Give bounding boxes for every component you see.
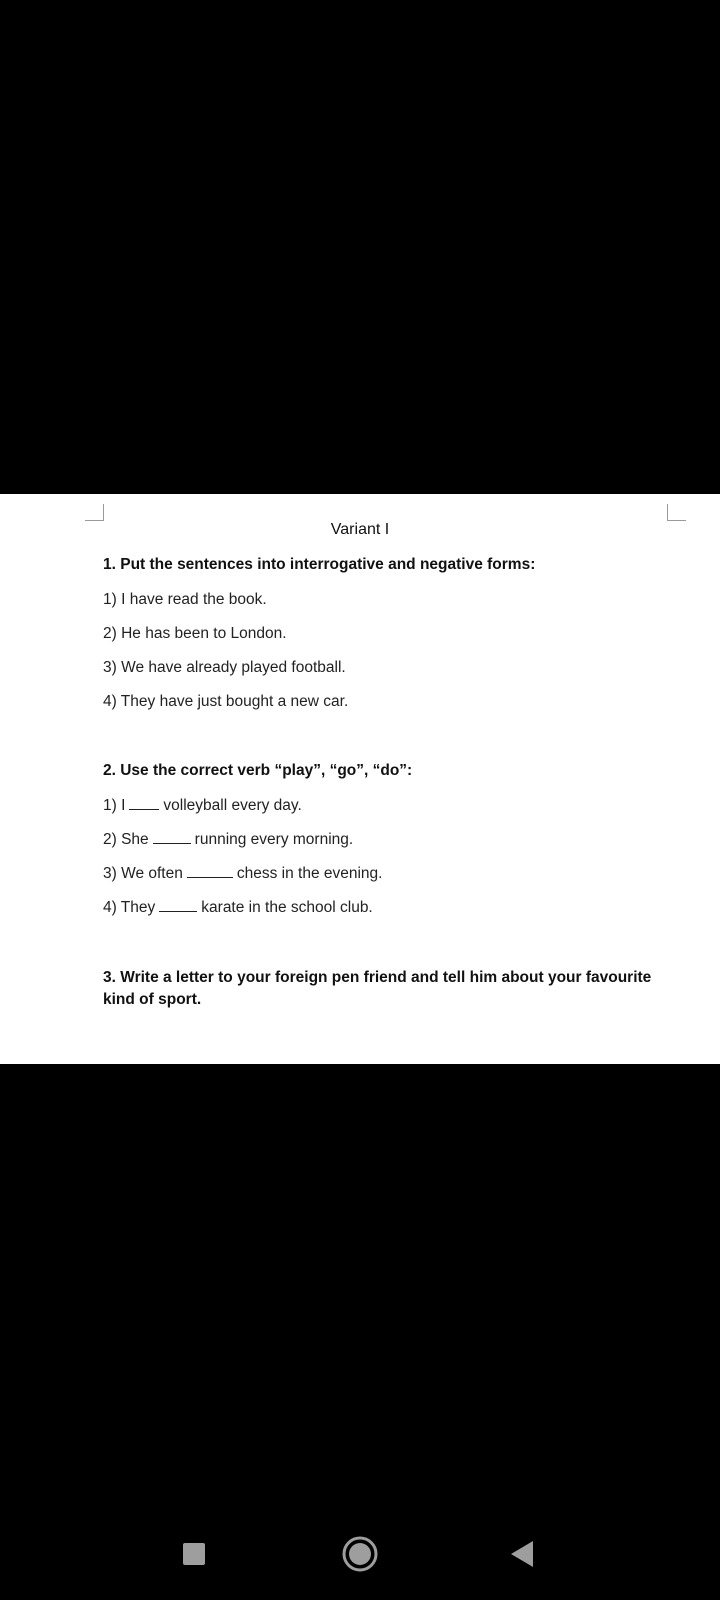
answer-blank [153, 843, 191, 844]
back-button[interactable] [498, 1530, 546, 1578]
page-corner-mark-left [85, 504, 104, 521]
page-corner-mark-right [667, 504, 686, 521]
task3-heading: 3. Write a letter to your foreign pen friend and tell him about your favourite kind of sport. [103, 969, 652, 1008]
task2-item-after: karate in the school club. [201, 899, 373, 916]
task2-item-before: 1) I [103, 797, 126, 814]
system-navigation-bar [0, 1520, 720, 1588]
task2-item [103, 865, 382, 883]
answer-blank [159, 911, 197, 912]
task1-heading: 1. Put the sentences into interrogative and negative forms: [103, 556, 536, 573]
recents-button[interactable] [170, 1530, 218, 1578]
task1-item: 2) He has been to London. [103, 625, 287, 642]
task2-heading: 2. Use the correct verb “play”, “go”, “do”: [103, 762, 413, 779]
task1-item: 4) They have just bought a new car. [103, 693, 349, 710]
task1-item: 1) I have read the book. [103, 591, 267, 608]
square-recents-icon [181, 1541, 207, 1567]
task2-item [103, 831, 353, 849]
task2-item-before: 3) We often [103, 865, 183, 882]
answer-blank [129, 809, 159, 810]
task2-item [103, 797, 302, 815]
task1-item: 3) We have already played football. [103, 659, 346, 676]
task2-item-before: 2) She [103, 831, 149, 848]
task2-item-after: volleyball every day. [163, 797, 302, 814]
home-button[interactable] [336, 1530, 384, 1578]
triangle-back-icon [508, 1539, 536, 1569]
task2-item-after: running every morning. [194, 831, 354, 848]
task2-item-after: chess in the evening. [236, 865, 383, 882]
task2-item-before: 4) They [103, 899, 156, 916]
task2-item [103, 899, 373, 917]
document-title: Variant I [330, 521, 390, 538]
answer-blank [187, 877, 233, 878]
document-page [0, 494, 720, 1064]
circle-home-icon [341, 1535, 379, 1573]
